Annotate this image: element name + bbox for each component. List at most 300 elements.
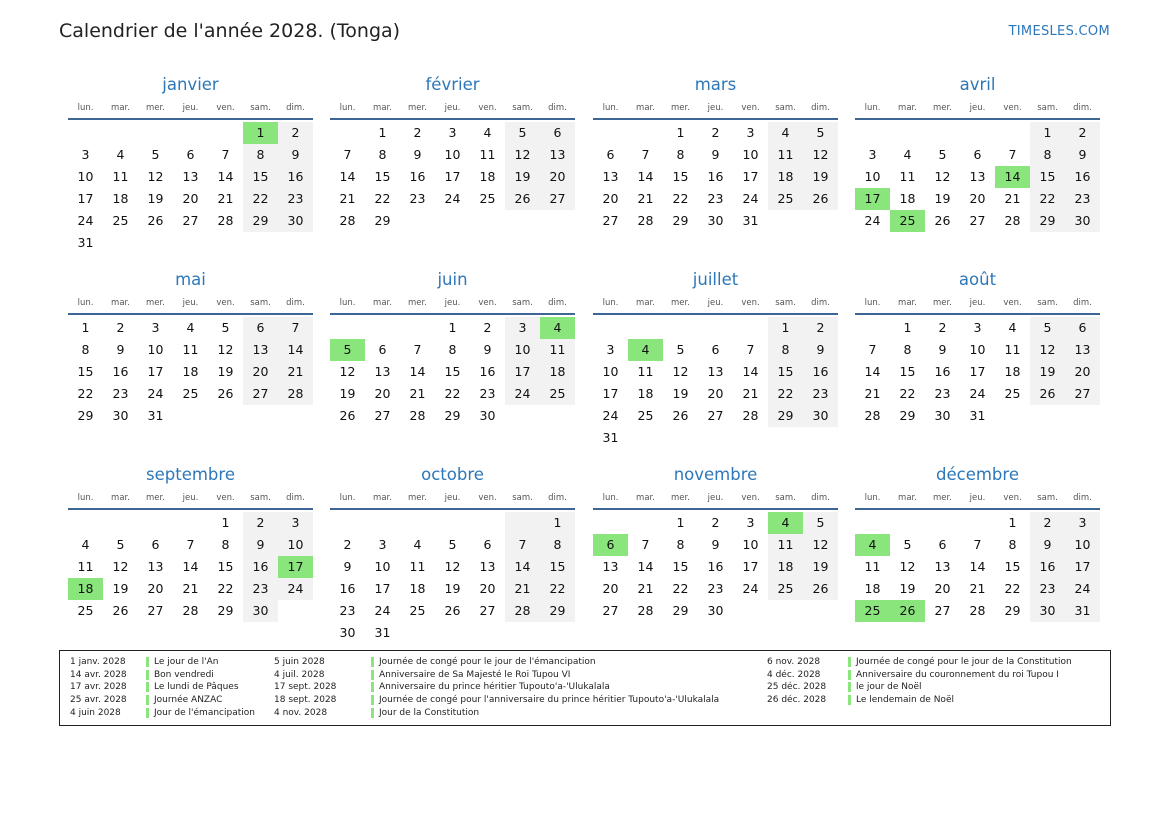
day-cell: 14: [742, 364, 759, 379]
week-row: [330, 512, 575, 534]
day-cell: 16: [409, 169, 426, 184]
weekday-label: mer.: [408, 103, 427, 113]
day-cell: 17: [374, 581, 391, 596]
day-cell: 20: [374, 386, 391, 401]
week-row: [68, 405, 313, 427]
day-cell: 4: [483, 125, 492, 140]
day-cell: 8: [540, 534, 575, 556]
holiday-date: 4 nov. 2028: [274, 707, 328, 718]
day-cell: 18: [112, 191, 129, 206]
day-cell: 20: [934, 581, 951, 596]
week-row: [68, 210, 313, 232]
week-row: [68, 512, 313, 534]
day-cell: 19: [112, 581, 129, 596]
week-row: [68, 556, 313, 578]
weekday-label: lun.: [77, 298, 94, 308]
day-cell: 9: [1030, 534, 1065, 556]
day-cell: 15: [540, 556, 575, 578]
day-cell: 24: [742, 191, 759, 206]
day-cell: 22: [672, 581, 689, 596]
day-cell: 18: [637, 386, 654, 401]
day-cell: 29: [444, 408, 461, 423]
day-cell: 8: [243, 144, 278, 166]
day-cell: 27: [934, 603, 951, 618]
day-cell: 8: [903, 342, 912, 357]
weekday-header: [593, 486, 838, 510]
weekday-label: mar.: [636, 298, 655, 308]
day-cell: 2: [343, 537, 352, 552]
day-cell: 6: [711, 342, 720, 357]
day-cell: 8: [81, 342, 90, 357]
weekday-label: jeu.: [444, 103, 461, 113]
day-cell: 6: [483, 537, 492, 552]
weekday-label: lun.: [602, 298, 619, 308]
empty-cell: [330, 317, 365, 339]
empty-cell: [960, 122, 995, 144]
empty-cell: [278, 232, 313, 254]
day-cell: 3: [505, 317, 540, 339]
holiday-marker: [848, 657, 851, 667]
day-cell: 29: [540, 600, 575, 622]
holiday-day: 5: [330, 339, 365, 361]
week-row: [593, 556, 838, 578]
day-cell: 18: [409, 581, 426, 596]
day-cell: 2: [1030, 512, 1065, 534]
month-5: [68, 269, 313, 427]
day-cell: 22: [768, 383, 803, 405]
holiday-date: 5 juin 2028: [274, 657, 325, 668]
day-cell: 24: [374, 603, 391, 618]
day-cell: 9: [1065, 144, 1100, 166]
empty-cell: [593, 512, 628, 534]
day-cell: 7: [1008, 147, 1017, 162]
day-cell: 10: [864, 169, 881, 184]
holiday-day: 14: [995, 166, 1030, 188]
weekday-label: mar.: [373, 298, 392, 308]
empty-cell: [628, 512, 663, 534]
empty-cell: [698, 427, 733, 449]
weekday-label: mar.: [636, 493, 655, 503]
day-cell: 9: [711, 537, 720, 552]
weekday-label: jeu.: [182, 493, 199, 503]
empty-cell: [628, 122, 663, 144]
day-cell: 17: [742, 559, 759, 574]
month-name: février: [425, 75, 480, 94]
day-cell: 19: [217, 364, 234, 379]
day-cell: 8: [1030, 144, 1065, 166]
month-name: juillet: [692, 270, 739, 289]
day-cell: 28: [864, 408, 881, 423]
month-name: octobre: [421, 465, 484, 484]
day-cell: 7: [186, 537, 195, 552]
weekday-header: [855, 96, 1100, 120]
day-cell: 20: [479, 581, 496, 596]
day-cell: 14: [217, 169, 234, 184]
day-cell: 10: [505, 339, 540, 361]
day-cell: 27: [969, 213, 986, 228]
day-cell: 1: [1008, 515, 1017, 530]
day-cell: 29: [672, 603, 689, 618]
day-cell: 13: [182, 169, 199, 184]
day-cell: 14: [864, 364, 881, 379]
day-cell: 17: [1065, 556, 1100, 578]
weekday-label: lun.: [864, 298, 881, 308]
day-cell: 31: [602, 430, 619, 445]
week-row: [330, 556, 575, 578]
day-cell: 2: [938, 320, 947, 335]
holiday-date: 17 avr. 2028: [70, 682, 127, 693]
day-cell: 29: [1030, 210, 1065, 232]
day-cell: 21: [278, 361, 313, 383]
day-cell: 1: [1030, 122, 1065, 144]
empty-cell: [330, 512, 365, 534]
day-cell: 18: [899, 191, 916, 206]
legend-item: [70, 669, 255, 682]
holiday-name: le jour de Noël: [856, 682, 922, 693]
empty-cell: [208, 122, 243, 144]
empty-cell: [505, 622, 540, 644]
legend-item: [70, 656, 255, 669]
month-7: [593, 269, 838, 449]
weekday-label: jeu.: [707, 493, 724, 503]
day-cell: 29: [374, 213, 391, 228]
week-row: [68, 188, 313, 210]
day-cell: 6: [378, 342, 387, 357]
month-12: [855, 464, 1100, 622]
weekday-label: lun.: [602, 103, 619, 113]
day-cell: 13: [243, 339, 278, 361]
day-cell: 2: [711, 515, 720, 530]
day-cell: 8: [1008, 537, 1017, 552]
month-8: [855, 269, 1100, 427]
day-cell: 19: [934, 191, 951, 206]
weekday-label: mar.: [111, 298, 130, 308]
site-link[interactable]: TIMESLES.COM: [1008, 24, 1110, 39]
holiday-marker: [848, 682, 851, 692]
day-cell: 11: [768, 144, 803, 166]
day-cell: 4: [186, 320, 195, 335]
day-cell: 26: [672, 408, 689, 423]
weekday-label: jeu.: [182, 298, 199, 308]
empty-cell: [768, 210, 803, 232]
day-cell: 25: [1004, 386, 1021, 401]
weekday-label: mar.: [111, 103, 130, 113]
empty-cell: [103, 122, 138, 144]
day-cell: 14: [505, 556, 540, 578]
day-cell: 19: [444, 581, 461, 596]
holiday-marker: [371, 657, 374, 667]
day-cell: 26: [217, 386, 234, 401]
day-cell: 12: [339, 364, 356, 379]
empty-cell: [470, 622, 505, 644]
day-cell: 29: [1004, 603, 1021, 618]
day-cell: 24: [444, 191, 461, 206]
week-row: [855, 405, 1100, 427]
empty-cell: [733, 600, 768, 622]
empty-cell: [803, 600, 838, 622]
day-cell: 9: [803, 339, 838, 361]
day-cell: 3: [746, 515, 755, 530]
empty-cell: [208, 232, 243, 254]
day-cell: 21: [339, 191, 356, 206]
holiday-name: Anniversaire de Sa Majesté le Roi Tupou VI: [379, 669, 571, 680]
day-cell: 23: [479, 386, 496, 401]
day-cell: 3: [1065, 512, 1100, 534]
day-cell: 6: [1065, 317, 1100, 339]
month-name: mars: [694, 75, 737, 94]
weekday-label: sam.: [512, 103, 533, 113]
holiday-name: Anniversaire du couronnement du roi Tupou I: [856, 669, 1059, 680]
week-row: [68, 534, 313, 556]
empty-cell: [365, 317, 400, 339]
day-cell: 19: [505, 166, 540, 188]
day-cell: 6: [938, 537, 947, 552]
day-cell: 10: [278, 534, 313, 556]
weekday-label: mar.: [898, 298, 917, 308]
weekday-label: jeu.: [707, 298, 724, 308]
day-cell: 25: [479, 191, 496, 206]
weekday-label: mer.: [671, 493, 690, 503]
week-row: [593, 534, 838, 556]
day-cell: 27: [147, 603, 164, 618]
week-row: [593, 600, 838, 622]
day-cell: 15: [77, 364, 94, 379]
day-cell: 25: [768, 578, 803, 600]
day-cell: 12: [672, 364, 689, 379]
day-cell: 5: [116, 537, 125, 552]
holiday-date: 4 juil. 2028: [274, 669, 325, 680]
day-cell: 26: [803, 188, 838, 210]
empty-cell: [733, 427, 768, 449]
week-row: [855, 600, 1100, 622]
weekday-label: dim.: [286, 493, 305, 503]
day-cell: 30: [479, 408, 496, 423]
day-cell: 13: [969, 169, 986, 184]
week-row: [68, 600, 313, 622]
day-cell: 25: [77, 603, 94, 618]
empty-cell: [925, 512, 960, 534]
week-row: [593, 578, 838, 600]
day-cell: 23: [278, 188, 313, 210]
weekday-header: [593, 96, 838, 120]
day-cell: 19: [803, 166, 838, 188]
weekday-label: mar.: [111, 493, 130, 503]
day-cell: 26: [934, 213, 951, 228]
day-cell: 8: [221, 537, 230, 552]
day-cell: 20: [1065, 361, 1100, 383]
day-cell: 7: [221, 147, 230, 162]
week-row: [593, 383, 838, 405]
day-cell: 29: [672, 213, 689, 228]
day-cell: 28: [217, 213, 234, 228]
empty-cell: [855, 122, 890, 144]
day-cell: 12: [803, 534, 838, 556]
holiday-day: 6: [593, 534, 628, 556]
legend-item: [767, 681, 1072, 694]
empty-cell: [173, 122, 208, 144]
day-cell: 18: [768, 166, 803, 188]
day-cell: 2: [1065, 122, 1100, 144]
weekday-label: lun.: [77, 103, 94, 113]
week-row: [330, 578, 575, 600]
week-row: [330, 361, 575, 383]
day-cell: 23: [243, 578, 278, 600]
holiday-marker: [371, 682, 374, 692]
holiday-date: 17 sept. 2028: [274, 682, 337, 693]
day-cell: 5: [938, 147, 947, 162]
weekday-label: dim.: [548, 298, 567, 308]
day-cell: 2: [243, 512, 278, 534]
day-cell: 6: [606, 147, 615, 162]
weekday-label: sam.: [1037, 298, 1058, 308]
week-row: [855, 361, 1100, 383]
day-cell: 11: [637, 364, 654, 379]
weekday-label: dim.: [1073, 298, 1092, 308]
day-cell: 25: [182, 386, 199, 401]
day-cell: 21: [505, 578, 540, 600]
day-cell: 16: [112, 364, 129, 379]
empty-cell: [593, 122, 628, 144]
day-cell: 3: [973, 320, 982, 335]
day-cell: 27: [602, 603, 619, 618]
day-cell: 17: [505, 361, 540, 383]
day-cell: 17: [969, 364, 986, 379]
weekday-label: dim.: [1073, 103, 1092, 113]
weekday-label: lun.: [602, 493, 619, 503]
day-cell: 12: [444, 559, 461, 574]
weekday-header: [330, 96, 575, 120]
week-row: [68, 578, 313, 600]
day-cell: 19: [147, 191, 164, 206]
day-cell: 22: [217, 581, 234, 596]
weekday-label: mer.: [933, 103, 952, 113]
empty-cell: [435, 210, 470, 232]
month-6: [330, 269, 575, 427]
day-cell: 30: [707, 213, 724, 228]
day-cell: 1: [676, 515, 685, 530]
holiday-name: Anniversaire du prince héritier Tupouto'a-'Ulukalala: [379, 682, 610, 693]
day-cell: 15: [899, 364, 916, 379]
day-cell: 26: [444, 603, 461, 618]
month-name: mai: [175, 270, 206, 289]
week-row: [68, 232, 313, 254]
day-cell: 7: [278, 317, 313, 339]
weekday-label: jeu.: [182, 103, 199, 113]
holiday-marker: [848, 670, 851, 680]
week-row: [593, 166, 838, 188]
day-cell: 11: [182, 342, 199, 357]
day-cell: 12: [147, 169, 164, 184]
week-row: [330, 383, 575, 405]
week-row: [855, 556, 1100, 578]
legend-item: [767, 656, 1072, 669]
holiday-name: Journée de congé pour le jour de la Constitution: [856, 657, 1072, 668]
empty-cell: [505, 210, 540, 232]
holiday-day: 18: [68, 578, 103, 600]
day-cell: 2: [803, 317, 838, 339]
empty-cell: [138, 122, 173, 144]
legend-item: [274, 681, 719, 694]
legend-item: [767, 669, 1072, 682]
week-row: [330, 317, 575, 339]
day-cell: 15: [374, 169, 391, 184]
day-cell: 3: [151, 320, 160, 335]
day-cell: 24: [602, 408, 619, 423]
day-cell: 14: [409, 364, 426, 379]
day-cell: 3: [378, 537, 387, 552]
day-cell: 13: [374, 364, 391, 379]
day-cell: 2: [711, 125, 720, 140]
weekday-label: mer.: [408, 298, 427, 308]
day-cell: 15: [217, 559, 234, 574]
weekday-header: [68, 291, 313, 315]
day-cell: 16: [339, 581, 356, 596]
day-cell: 10: [969, 342, 986, 357]
weekday-label: lun.: [77, 493, 94, 503]
weekday-label: jeu.: [707, 103, 724, 113]
weekday-label: ven.: [741, 298, 760, 308]
day-cell: 16: [278, 166, 313, 188]
week-row: [68, 339, 313, 361]
weekday-label: sam.: [250, 298, 271, 308]
weekday-label: mer.: [933, 298, 952, 308]
holiday-day: 1: [243, 122, 278, 144]
holiday-name: Journée de congé pour le jour de l'émancipation: [379, 657, 596, 668]
month-3: [593, 74, 838, 232]
day-cell: 21: [864, 386, 881, 401]
day-cell: 5: [448, 537, 457, 552]
day-cell: 9: [116, 342, 125, 357]
empty-cell: [435, 512, 470, 534]
day-cell: 21: [969, 581, 986, 596]
day-cell: 20: [147, 581, 164, 596]
day-cell: 12: [899, 559, 916, 574]
day-cell: 15: [768, 361, 803, 383]
day-cell: 11: [112, 169, 129, 184]
day-cell: 4: [1008, 320, 1017, 335]
day-cell: 2: [413, 125, 422, 140]
day-cell: 10: [1065, 534, 1100, 556]
day-cell: 26: [1030, 383, 1065, 405]
day-cell: 21: [1004, 191, 1021, 206]
day-cell: 31: [1065, 600, 1100, 622]
holiday-date: 25 déc. 2028: [767, 682, 827, 693]
day-cell: 10: [602, 364, 619, 379]
weekday-label: lun.: [339, 493, 356, 503]
day-cell: 1: [448, 320, 457, 335]
empty-cell: [733, 317, 768, 339]
day-cell: 27: [182, 213, 199, 228]
week-row: [593, 188, 838, 210]
weekday-header: [593, 291, 838, 315]
empty-cell: [505, 405, 540, 427]
day-cell: 6: [540, 122, 575, 144]
day-cell: 10: [374, 559, 391, 574]
weekday-label: jeu.: [444, 298, 461, 308]
day-cell: 13: [147, 559, 164, 574]
day-cell: 9: [278, 144, 313, 166]
empty-cell: [243, 405, 278, 427]
day-cell: 20: [182, 191, 199, 206]
week-row: [593, 122, 838, 144]
day-cell: 5: [803, 512, 838, 534]
week-row: [330, 600, 575, 622]
holiday-name: Le lendemain de Noël: [856, 695, 954, 706]
day-cell: 19: [899, 581, 916, 596]
empty-cell: [365, 512, 400, 534]
weekday-header: [68, 96, 313, 120]
day-cell: 20: [969, 191, 986, 206]
